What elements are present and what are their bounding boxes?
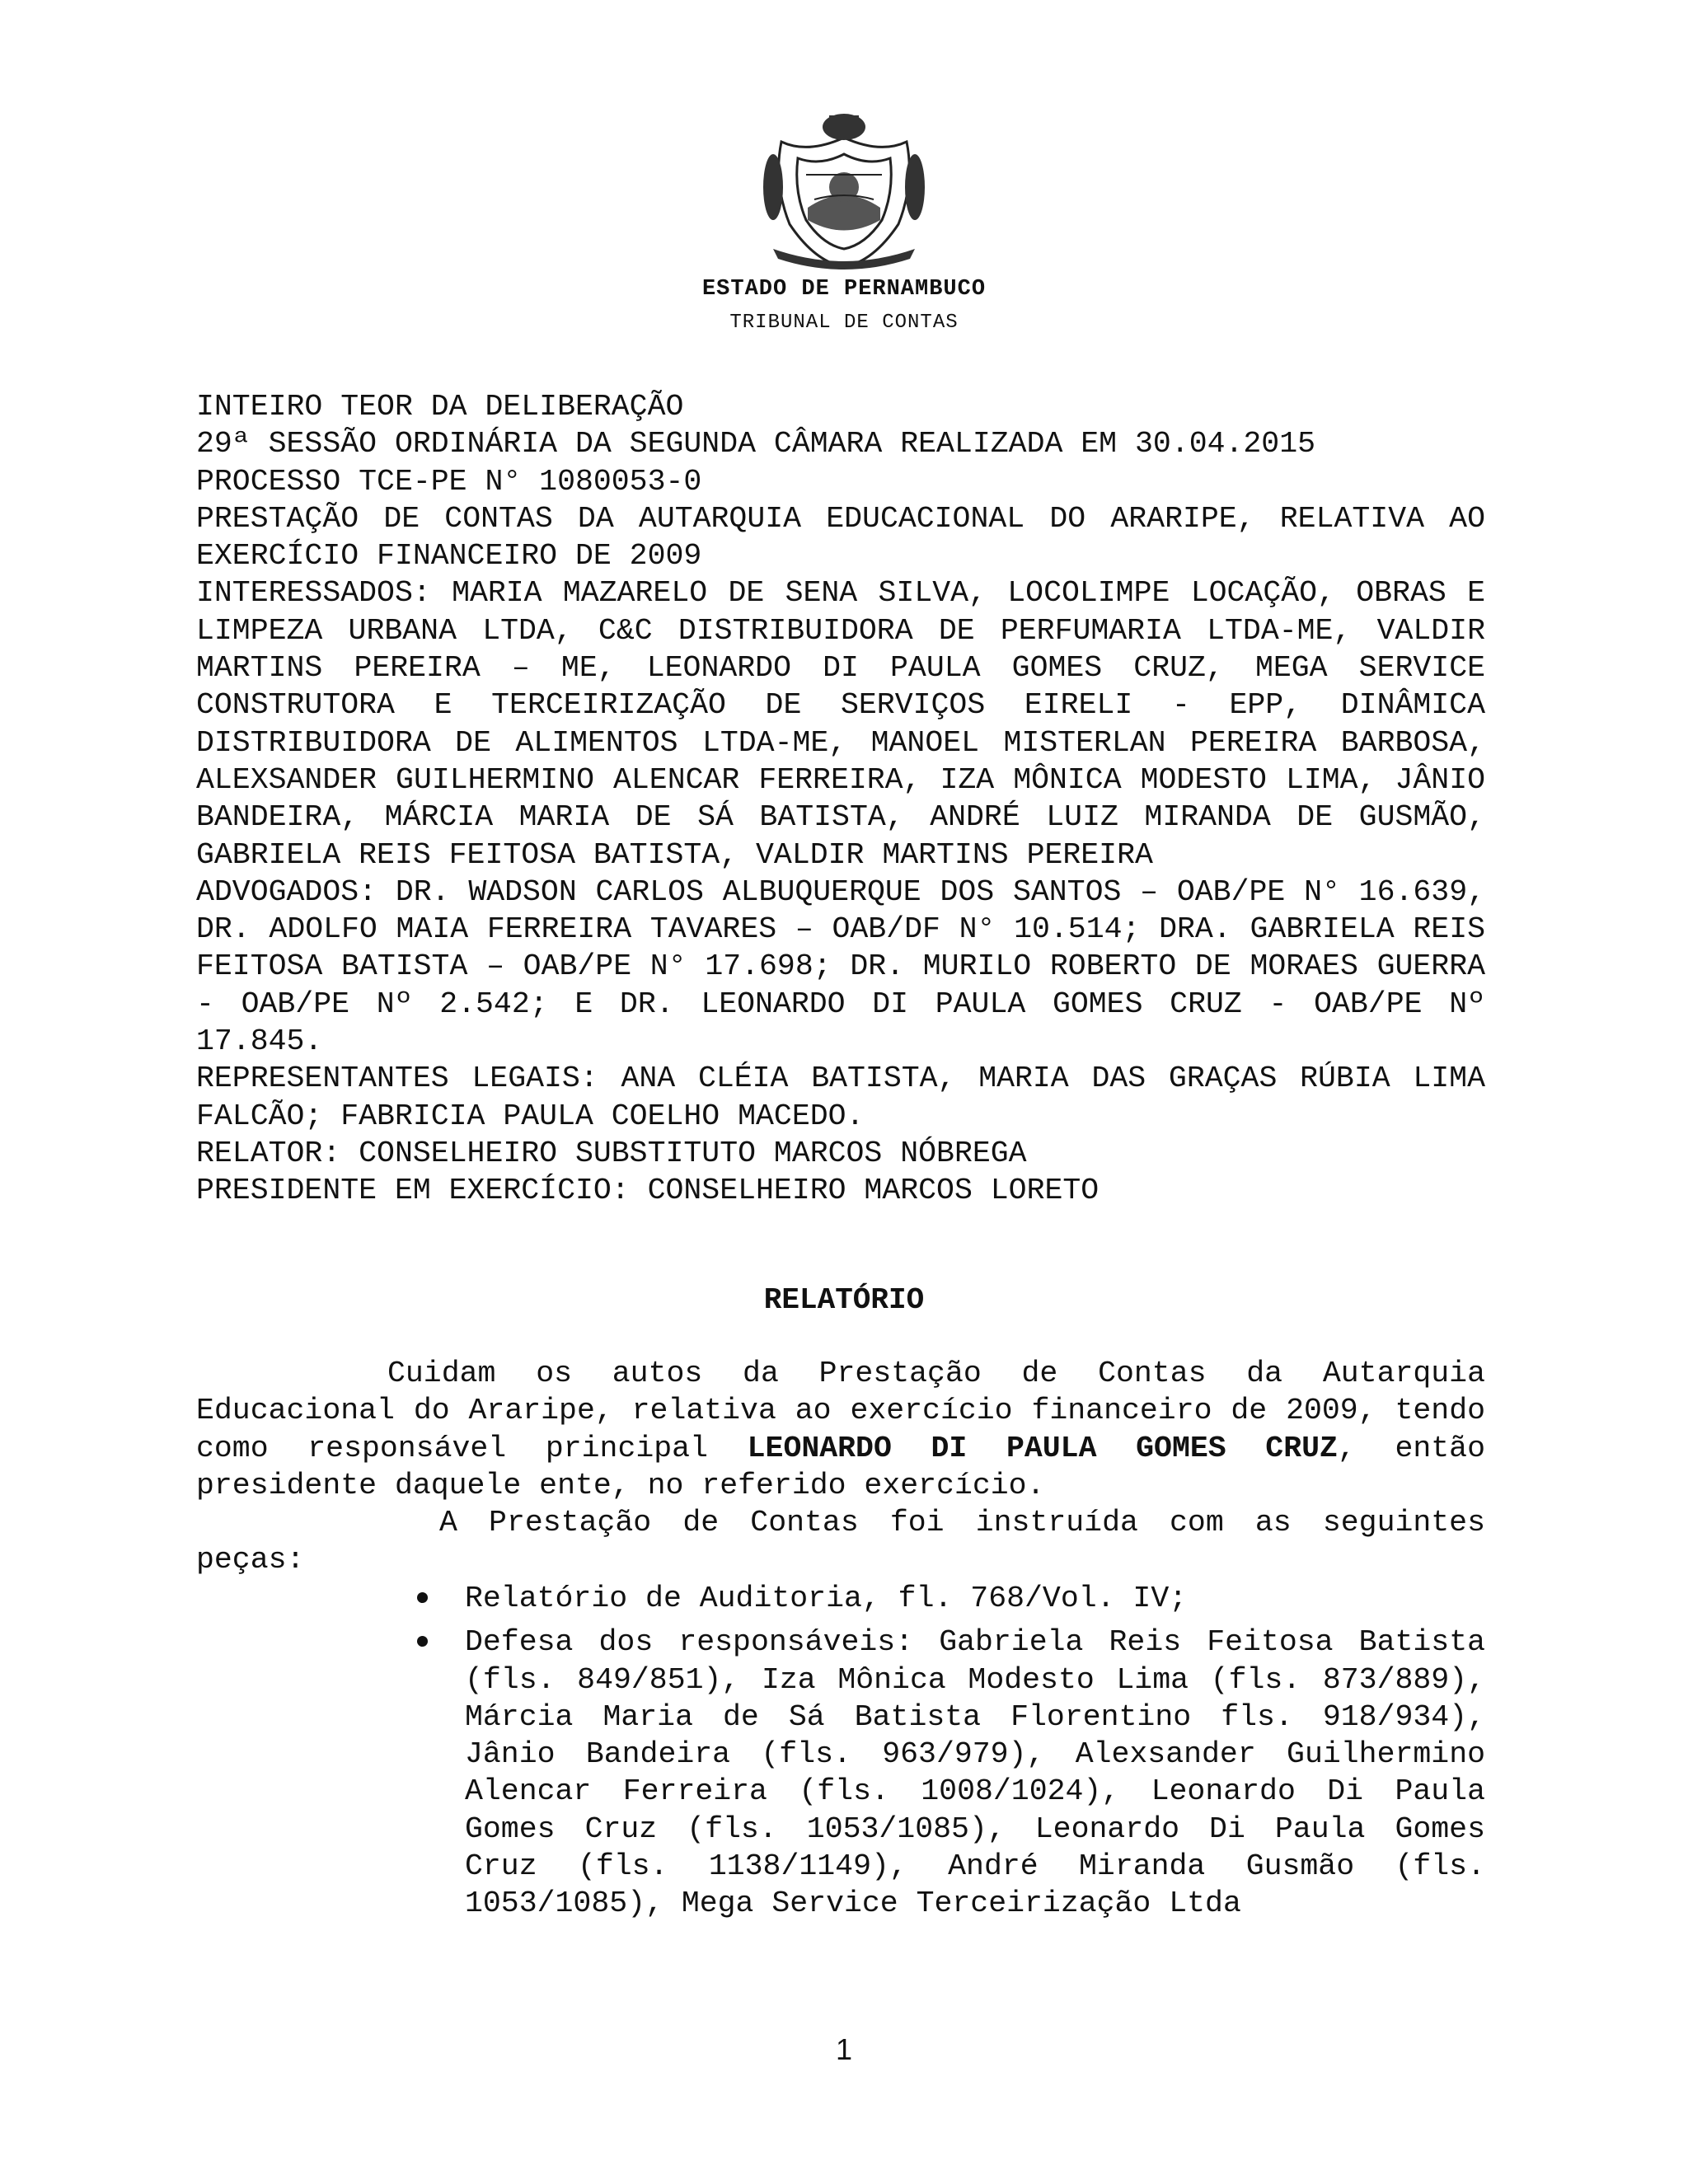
- report-body: [196, 1355, 1485, 1579]
- bullet-icon: [417, 1592, 428, 1603]
- list-item: [465, 1580, 1485, 1617]
- deliberation-header: [196, 388, 1485, 1210]
- document-list: [465, 1580, 1485, 1929]
- org-name: ESTADO DE PERNAMBUCO: [701, 277, 987, 302]
- header-line-rapporteur: RELATOR: CONSELHEIRO SUBSTITUTO MARCOS NÓBREGA: [196, 1136, 1027, 1170]
- header-line-interested: INTERESSADOS: MARIA MAZARELO DE SENA SILVA, LOCOLIMPE LOCAÇÃO, OBRAS E LIMPEZA URBANA LTDA, C&C DISTRIBUIDORA DE PERFUMARIA LTDA-ME, VALDIR MARTINS PEREIRA – ME, LEONARDO DI PAULA GOMES CRUZ, MEGA SERVICE CONSTRUTORA E TERCEIRIZAÇÃO DE SERVIÇOS EIRELI - EPP, DINÂMICA DISTRIBUIDORA DE ALIMENTOS LTDA-ME, MANOEL MISTERLAN PEREIRA BARBOSA, ALEXSANDER GUILHERMINO ALENCAR FERREIRA, IZA MÔNICA MODESTO LIMA, JÂNIO BANDEIRA, MÁRCIA MARIA DE SÁ BATISTA, ANDRÉ LUIZ MIRANDA DE GUSMÃO, GABRIELA REIS FEITOSA BATISTA, VALDIR MARTINS PEREIRA: [196, 576, 1485, 872]
- header-line-process: PROCESSO TCE-PE N° 1080053-0: [196, 464, 702, 499]
- header-line-lawyers: ADVOGADOS: DR. WADSON CARLOS ALBUQUERQUE DOS SANTOS – OAB/PE N° 16.639, DR. ADOLFO MAIA FERREIRA TAVARES – OAB/DF N° 10.514; DRA. GABRIELA REIS FEITOSA BATISTA – OAB/PE N° 17.698; DR. MURILO ROBERTO DE MORAES GUERRA - OAB/PE Nº 2.542; E DR. LEONARDO DI PAULA GOMES CRUZ - OAB/PE Nº 17.845.: [196, 874, 1485, 1059]
- paragraph-1-tail: , então presidente daquele ente, no referido exercício.: [196, 1431, 1485, 1502]
- paragraph-1: [196, 1355, 1485, 1504]
- header-line-subject: PRESTAÇÃO DE CONTAS DA AUTARQUIA EDUCACIONAL DO ARARIPE, RELATIVA AO EXERCÍCIO FINANCEIRO DE 2009: [196, 501, 1485, 574]
- page-number: 1: [835, 2032, 853, 2066]
- state-coat-of-arms-icon: [757, 109, 931, 272]
- bullet-icon: [417, 1636, 428, 1647]
- header-line-representatives: REPRESENTANTES LEGAIS: ANA CLÉIA BATISTA, MARIA DAS GRAÇAS RÚBIA LIMA FALCÃO; FABRICIA PAULA COELHO MACEDO.: [196, 1062, 1485, 1133]
- responsible-name: LEONARDO DI PAULA GOMES CRUZ: [747, 1431, 1338, 1465]
- header-line-session: 29ª SESSÃO ORDINÁRIA DA SEGUNDA CÂMARA REALIZADA EM 30.04.2015: [196, 427, 1316, 462]
- paragraph-1-text: Cuidam os autos da Prestação de Contas da Autarquia Educacional do Araripe, relativa ao exercício financeiro de 2009, tendo como responsável principal: [196, 1357, 1485, 1465]
- list-item-text: Relatório de Auditoria, fl. 768/Vol. IV;: [465, 1582, 1188, 1615]
- header-line-president: PRESIDENTE EM EXERCÍCIO: CONSELHEIRO MARCOS LORETO: [196, 1174, 1100, 1208]
- header-line-title: INTEIRO TEOR DA DELIBERAÇÃO: [196, 390, 684, 424]
- list-item-text: Defesa dos responsáveis: Gabriela Reis Feitosa Batista (fls. 849/851), Iza Mônica Modesto Lima (fls. 873/889), Márcia Maria de Sá Batista Florentino fls. 918/934), Jânio Bandeira (fls. 963/979), Alexsander Guilhermino Alencar Ferreira (fls. 1008/1024), Leonardo Di Paula Gomes Cruz (fls. 1053/1085), Leonardo Di Paula Gomes Cruz (fls. 1138/1149), André Miranda Gusmão (fls. 1053/1085), Mega Service Terceirização Ltda: [465, 1625, 1485, 1921]
- paragraph-2: A Prestação de Contas foi instruída com as seguintes peças:: [196, 1506, 1485, 1577]
- list-item: [465, 1624, 1485, 1922]
- section-title: RELATÓRIO: [763, 1283, 925, 1317]
- org-subtitle: TRIBUNAL DE CONTAS: [729, 312, 959, 334]
